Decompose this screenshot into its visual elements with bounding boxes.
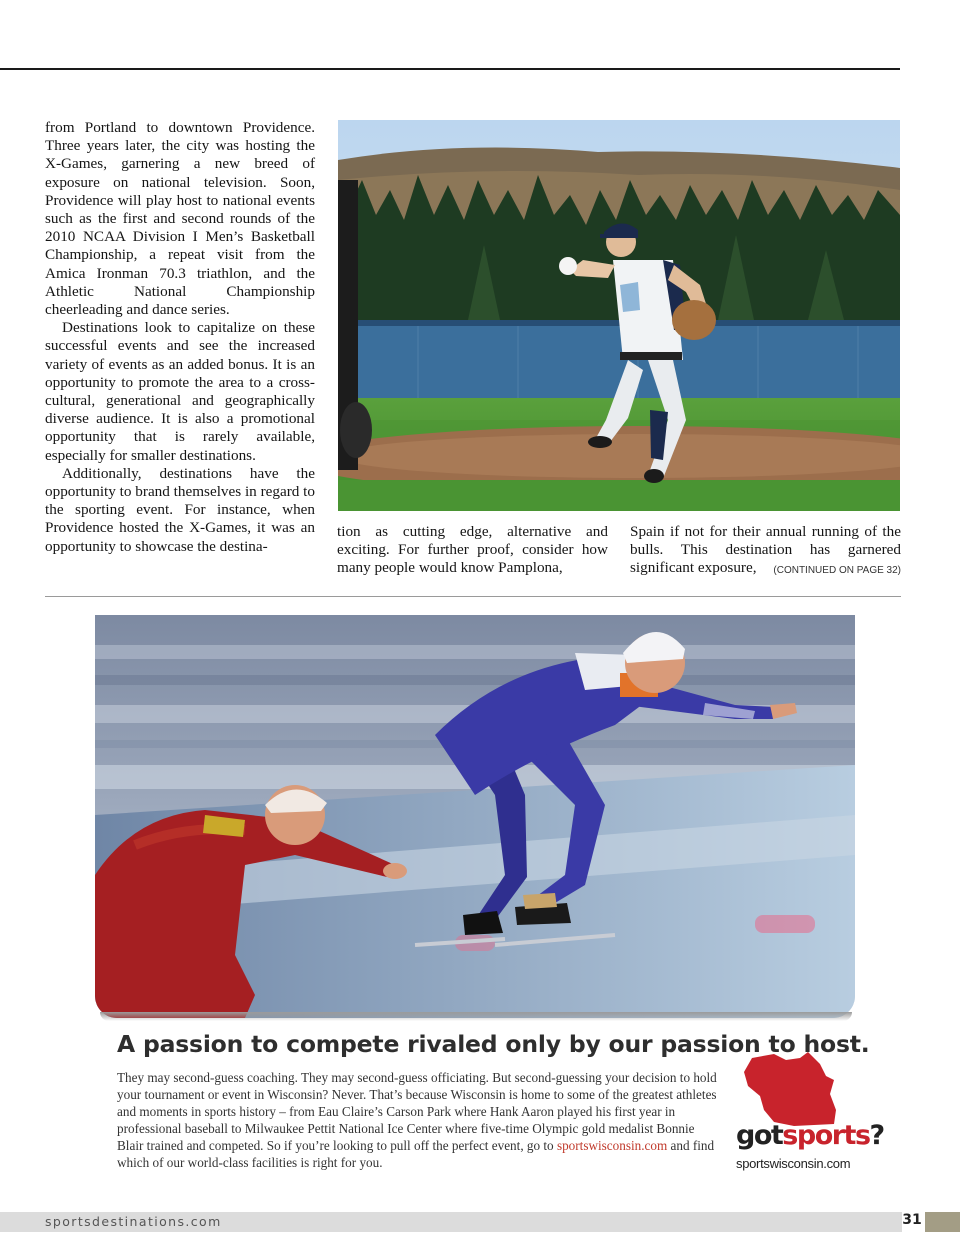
logo-sports: sports [782, 1120, 870, 1151]
article-paragraph: Additionally, destinations have the opportunity to brand themselves in regard to the sporting event. For instance, when Providence hosted the X-Games, it was an opportunity to showcase the destina- [45, 464, 315, 555]
ad-website-link[interactable]: sportswisconsin.com [556, 1137, 668, 1153]
ad-body-text-end: and find which of our world-class facilities is right for you. [117, 1137, 715, 1170]
speed-skating-ad-photo [95, 615, 855, 1018]
page-number: 31 [902, 1212, 922, 1228]
ad-photo-shadow [100, 1012, 852, 1021]
article-column-3 [630, 523, 901, 581]
gotsports-wordmark [736, 1120, 884, 1151]
article-column-1 [45, 119, 315, 556]
article-column-2 [337, 523, 608, 578]
article-paragraph [630, 523, 901, 578]
ad-body-copy [117, 1070, 717, 1171]
baseball-pitcher-photo [338, 120, 900, 511]
section-divider [45, 596, 901, 597]
footer-accent-block [925, 1212, 960, 1232]
top-rule [0, 68, 900, 70]
article-paragraph: from Portland to downtown Providence. Three years later, the city was hosting the X-Games, garnering a new breed of exposure on national television. Soon, Providence will play host to national events such as the first and second rounds of the 2010 NCAA Division I Men’s Basketball Championship, a repeat visit from the Amica Ironman 70.3 triathlon, and the Athletic National Championship cheerleading and dance series. [45, 119, 315, 319]
article-text: Spain if not for their annual running of the bulls. This destination has garnered significant exposure, [630, 523, 901, 577]
logo-website: sportswisconsin.com [736, 1156, 851, 1171]
ad-body-text: They may second-guess coaching. They may second-guess officiating. But second-guessing your decision to hold your tournament or event in Wisconsin? Never. That’s because Wisconsin is home to some of the greatest athletes and moments in sports history – from Eau Claire’s Carson Park where Hank Aaron played his first year in professional baseball to Milwaukee Pettit National Ice Center where five-time Olympic gold medalist Bonnie Blair trained and competed. So if you’re looking to pull off the perfect event, go to [117, 1070, 717, 1153]
logo-got: got [736, 1120, 783, 1151]
continued-note: (CONTINUED ON PAGE 32) [773, 565, 901, 577]
logo-question-mark: ? [869, 1120, 884, 1151]
ad-headline: A passion to compete rivaled only by our passion to host. [117, 1030, 870, 1058]
article-paragraph: Destinations look to capitalize on these successful events and see the increased variety of events as an added bonus. It is an opportunity to promote the area to a cross-cultural, generational and geographically diverse audience. It is also a promotional opportunity that is rarely available, especially for smaller destinations. [45, 319, 315, 464]
footer-website: sportsdestinations.com [45, 1214, 222, 1229]
article-paragraph: tion as cutting edge, alternative and exciting. For further proof, consider how many people would know Pamplona, [337, 523, 608, 577]
